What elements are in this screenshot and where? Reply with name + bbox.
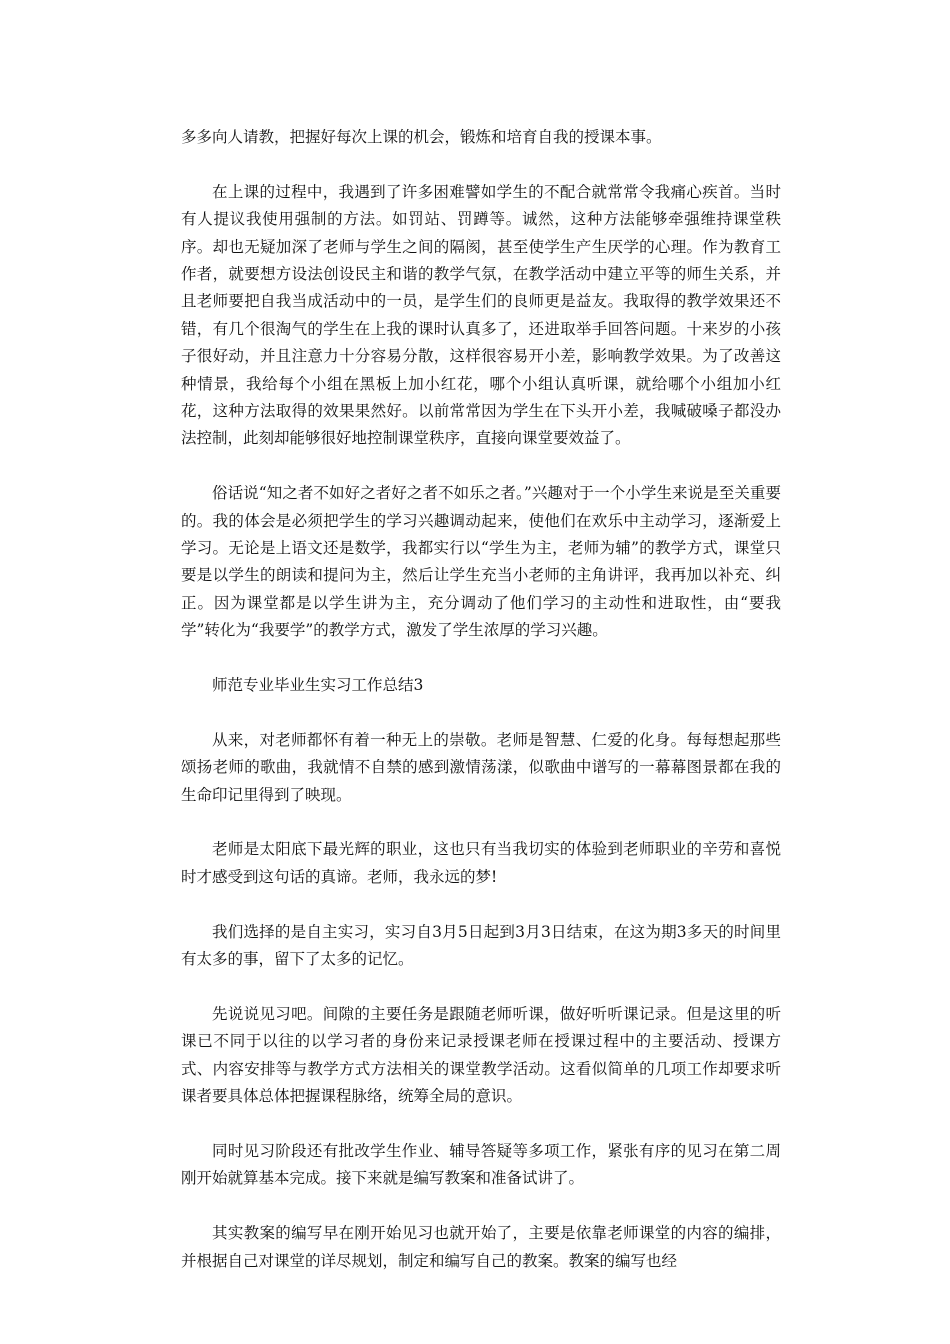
section-heading: 师范专业毕业生实习工作总结3 [212, 676, 424, 695]
paragraph-grading-homework: 同时见习阶段还有批改学生作业、辅导答疑等多项工作，紧张有序的见习在第二周刚开始就算基本完成。接下来就是编写教案和准备试讲了。 [181, 1141, 781, 1188]
paragraph-respect-for-teachers: 从来，对老师都怀有着一种无上的崇敬。老师是智慧、仁爱的化身。每每想起那些颂扬老师的歌曲，我就情不自禁的感到激情荡漾，似歌曲中谱写的一幕幕图景都在我的生命印记里得到了映现。 [181, 730, 781, 804]
paragraph-teacher-dream: 老师是太阳底下最光辉的职业，这也只有当我切实的体验到老师职业的辛劳和喜悦时才感受到这句话的真谛。老师，我永远的梦! [181, 840, 781, 886]
paragraph-continuation: 多多向人请教，把握好每次上课的机会，锻炼和培育自我的授课本事。 [181, 128, 662, 146]
document-page [181, 124, 781, 1302]
paragraph-lesson-plans: 其实教案的编写早在刚开始见习也就开始了，主要是依靠老师课堂的内容的编排，并根据自己对课堂的详尽规划，制定和编写自己的教案。教案的编写也经 [181, 1224, 781, 1270]
paragraph-internship-period: 我们选择的是自主实习，实习自3月5日起到3月3日结束，在这为期3多天的时间里有太多的事，留下了太多的记忆。 [181, 922, 781, 969]
paragraph-classroom-discipline: 在上课的过程中，我遇到了许多困难譬如学生的不配合就常常令我痛心疾首。当时有人提议我使用强制的方法。如罚站、罚蹲等。诚然，这种方法能够牵强维持课堂秩序。却也无疑加深了老师与学生之间的隔阂，甚至使学生产生厌学的心理。作为教育工作者，就要想方设法创设民主和谐的教学气氛，在教学活动中建立平等的师生关系，并且老师要把自我当成活动中的一员，是学生们的良师更是益友。我取得的教学效果还不错，有几个很淘气的学生在上我的课时认真多了，还进取举手回答问题。十来岁的小孩子很好动，并且注意力十分容易分散，这样很容易开小差，影响教学效果。为了改善这种情景，我给每个小组在黑板上加小红花，哪个小组认真听课，就给哪个小组加小红花，这种方法取得的效果果然好。以前常常因为学生在下头开小差，我喊破嗓子都没办法控制，此刻却能够很好地控制课堂秩序，直接向课堂要效益了。 [181, 182, 781, 448]
paragraph-observation: 先说说见习吧。间隙的主要任务是跟随老师听课，做好听听课记录。但是这里的听课已不同于以往的以学习者的身份来记录授课老师在授课过程中的主要活动、授课方式、内容安排等与教学方式方法相关的课堂教学活动。这看似简单的几项工作却要求听课者要具体总体把握课程脉络，统筹全局的意识。 [181, 1004, 781, 1106]
paragraph-learning-interest: 俗话说“知之者不如好之者好之者不如乐之者。”兴趣对于一个小学生来说是至关重要的。我的体会是必须把学生的学习兴趣调动起来，使他们在欢乐中主动学习，逐渐爱上学习。无论是上语文还是数学，我都实行以“学生为主，老师为辅”的教学方式，课堂只要是以学生的朗读和提问为主，然后让学生充当小老师的主角讲评，我再加以补充、纠正。因为课堂都是以学生讲为主，充分调动了他们学习的主动性和进取性，由“要我学”转化为“我要学”的教学方式，激发了学生浓厚的学习兴趣。 [181, 484, 781, 640]
